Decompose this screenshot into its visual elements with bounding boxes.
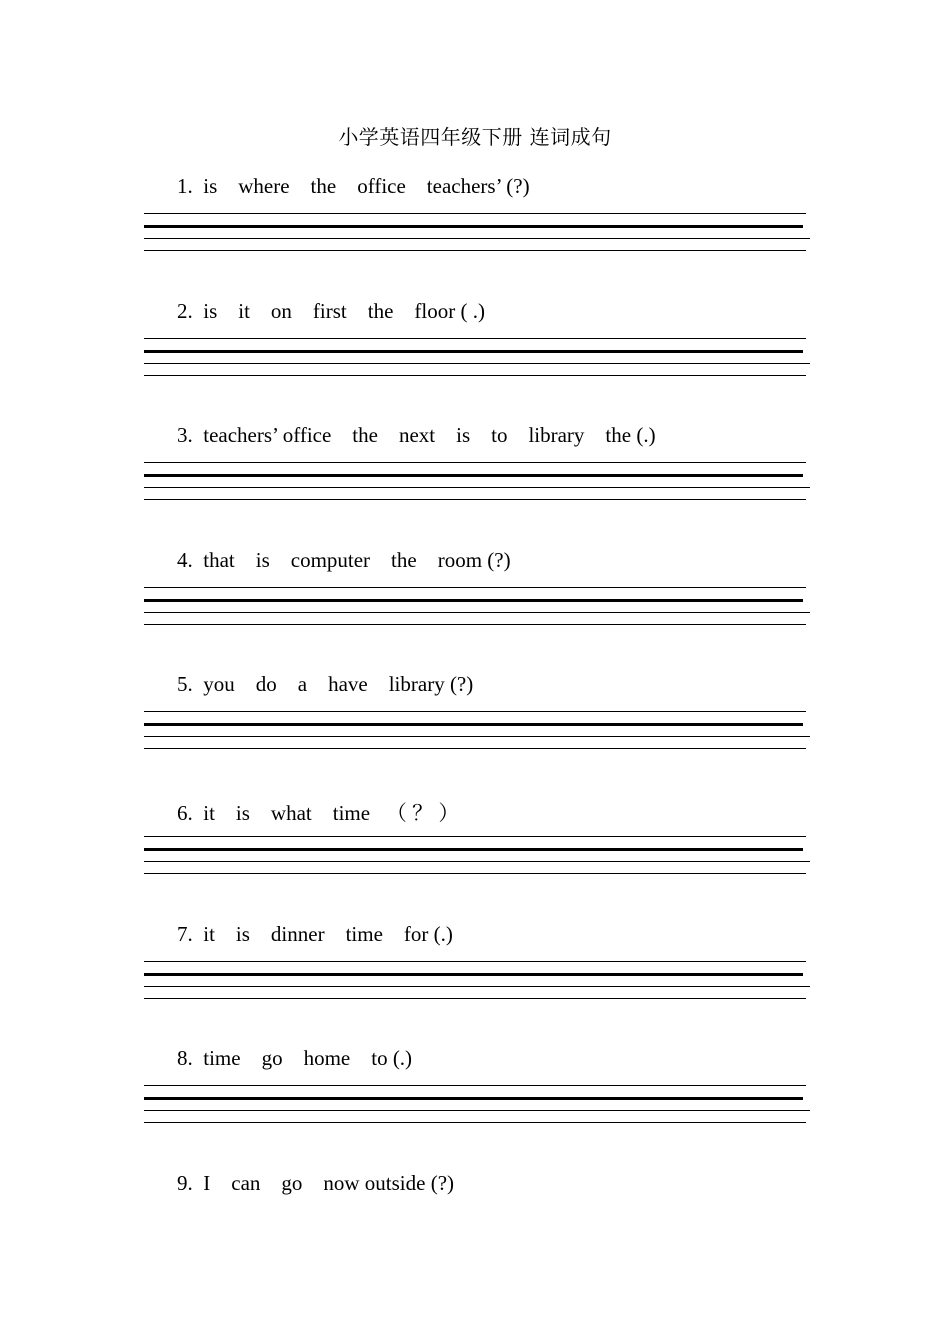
answer-writing-line (144, 1085, 806, 1086)
page-title: 小学英语四年级下册 连词成句 (338, 125, 612, 149)
answer-writing-line (144, 599, 803, 602)
question-item (0, 423, 950, 547)
answer-writing-line (144, 961, 806, 962)
question-text: 4. that is computer the room (?) (177, 547, 511, 572)
question-item (0, 797, 950, 921)
answer-writing-line (144, 873, 806, 874)
answer-writing-line (144, 1097, 803, 1100)
answer-writing-line (144, 986, 810, 987)
answer-writing-line (144, 748, 806, 749)
answer-writing-line (144, 861, 810, 862)
answer-writing-line (144, 487, 810, 488)
answer-writing-line (144, 973, 803, 976)
answer-writing-line (144, 1122, 806, 1123)
question-item (0, 672, 950, 796)
answer-writing-line (144, 1110, 810, 1111)
answer-writing-line (144, 836, 806, 837)
answer-writing-line (144, 350, 803, 353)
question-item (0, 1171, 950, 1295)
answer-writing-line (144, 624, 806, 625)
answer-writing-line (144, 363, 810, 364)
answer-writing-line (144, 375, 806, 376)
answer-writing-line (144, 736, 810, 737)
question-text: 8. time go home to (.) (177, 1046, 413, 1071)
question-item (0, 548, 950, 672)
answer-writing-line (144, 225, 803, 228)
answer-writing-line (144, 848, 803, 851)
answer-writing-line (144, 587, 806, 588)
question-text: 1. is where the office teachers’ (?) (177, 174, 530, 198)
answer-writing-line (144, 250, 806, 251)
answer-writing-line (144, 499, 806, 500)
question-text: 3. teachers’ office the next is to library the (.) (177, 423, 656, 448)
answer-writing-line (144, 238, 810, 239)
question-item (0, 299, 950, 423)
answer-writing-line (144, 462, 806, 463)
answer-writing-line (144, 474, 803, 477)
question-text: 9. I can go now outside (?) (177, 1170, 455, 1195)
answer-writing-line (144, 338, 806, 339)
answer-writing-line (144, 723, 803, 726)
answer-writing-line (144, 612, 810, 613)
question-item (0, 1046, 950, 1170)
answer-writing-line (144, 213, 806, 214)
question-text: 2. is it on first the floor ( .) (177, 298, 485, 323)
question-item (0, 174, 950, 298)
answer-writing-line (144, 711, 806, 712)
question-item (0, 922, 950, 1046)
question-text: 7. it is dinner time for (.) (177, 921, 453, 946)
question-text: 6. it is what time （ ？ ） (177, 801, 460, 825)
answer-writing-line (144, 998, 806, 999)
question-text: 5. you do a have library (?) (177, 672, 474, 697)
